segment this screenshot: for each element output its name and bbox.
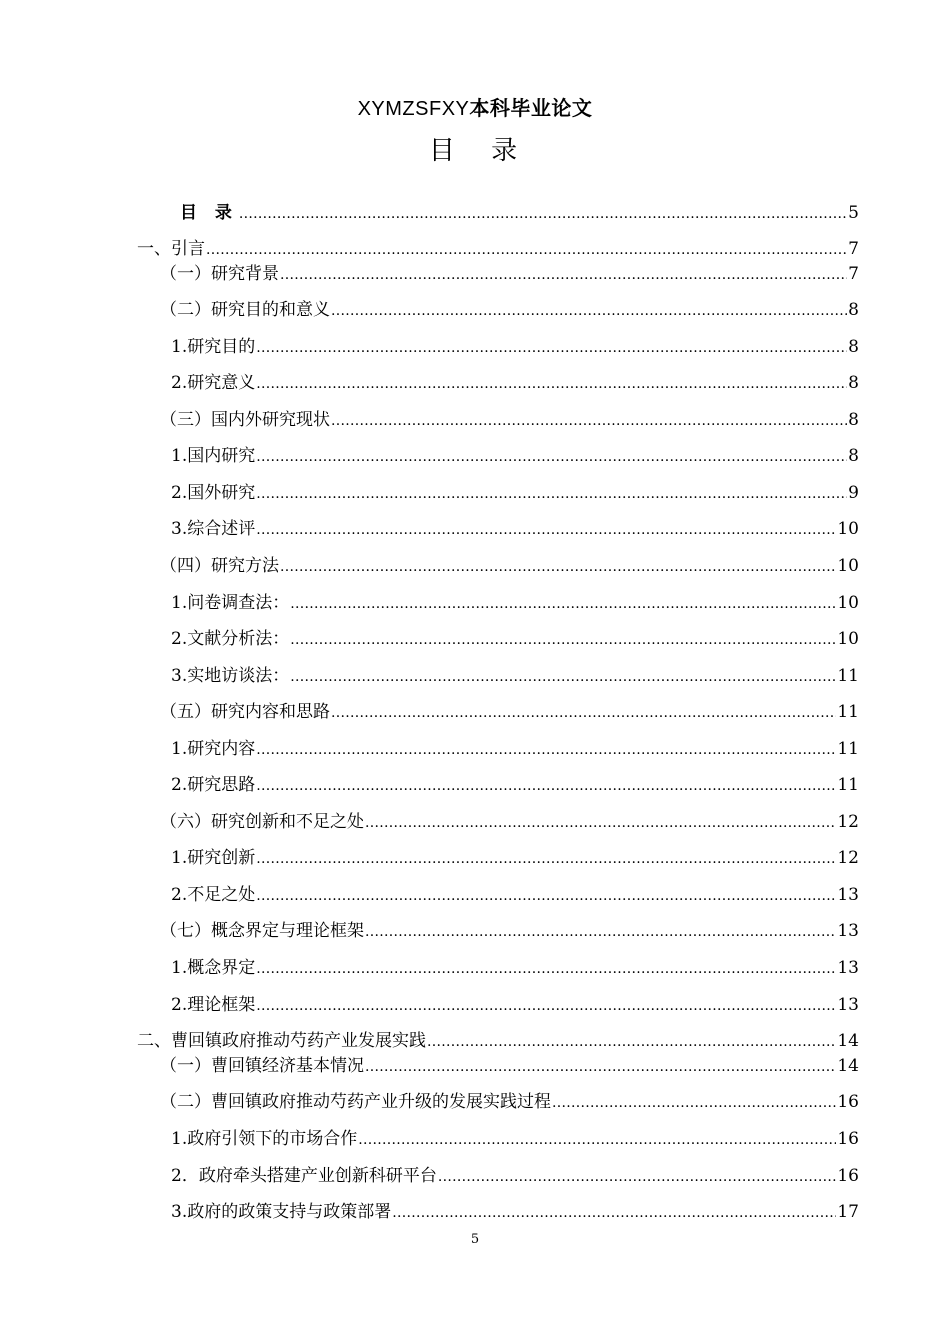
toc-entry-label: 1.问卷调查法：: [171, 593, 290, 613]
toc-entry-label: 1.研究目的: [171, 337, 256, 357]
toc-entry[interactable]: [171, 770, 859, 794]
toc-leader: [331, 300, 847, 320]
toc-entry-page: 7: [848, 239, 859, 259]
toc-entry[interactable]: [171, 588, 859, 612]
toc-entry[interactable]: [171, 1197, 859, 1221]
toc-leader: [365, 812, 836, 832]
toc-entry-page: 8: [848, 337, 859, 357]
toc-entry[interactable]: [171, 368, 859, 392]
header-code: XYMZSFXY: [357, 98, 470, 120]
toc-leader: [290, 593, 836, 613]
toc-leader: [280, 264, 847, 284]
toc-entry[interactable]: [171, 953, 859, 977]
toc-leader: [256, 519, 836, 539]
toc-entry-label: 1.研究创新: [171, 848, 256, 868]
toc-leader: [256, 848, 836, 868]
toc-leader: [256, 739, 836, 759]
toc-entry-page: 9: [848, 483, 859, 503]
toc-entry-label: 2.研究思路: [171, 775, 256, 795]
toc-entry-label: 1.概念界定: [171, 958, 256, 978]
toc-entry[interactable]: [171, 1124, 859, 1148]
toc-leader: [552, 1092, 836, 1112]
toc-entry-label: （四）研究方法: [160, 556, 279, 576]
toc-entry-page: 10: [837, 519, 859, 539]
toc-entry[interactable]: [160, 916, 859, 940]
toc-leader: [256, 373, 847, 393]
toc-entry-page: 8: [848, 373, 859, 393]
toc-entry[interactable]: [171, 990, 859, 1014]
toc-entry-label: 3.实地访谈法：: [171, 666, 290, 686]
toc-entry[interactable]: [160, 259, 859, 283]
toc-entry-page: 16: [837, 1092, 859, 1112]
toc-leader: [256, 775, 836, 795]
toc-leader: [365, 921, 836, 941]
toc-entry-label: 目 录: [180, 203, 238, 223]
toc-entry[interactable]: [160, 807, 859, 831]
toc-entry-label: 2.不足之处: [171, 885, 256, 905]
toc-entry-page: 10: [837, 629, 859, 649]
toc-entry[interactable]: [171, 514, 859, 538]
toc-entry[interactable]: [171, 478, 859, 502]
toc-entry-page: 13: [837, 921, 859, 941]
toc-entry-page: 13: [837, 885, 859, 905]
toc-leader: [438, 1166, 837, 1186]
toc-entry[interactable]: [171, 734, 859, 758]
toc-entry[interactable]: [160, 551, 859, 575]
toc-title: 目 录: [428, 136, 532, 166]
toc-entry-page: 13: [837, 958, 859, 978]
toc-leader: [206, 239, 847, 259]
toc-leader: [256, 446, 847, 466]
toc-entry-label: 2.文献分析法：: [171, 629, 290, 649]
toc-entry-label: 1.政府引领下的市场合作: [171, 1129, 358, 1149]
toc-entry-page: 5: [848, 203, 859, 223]
toc-entry-label: （七）概念界定与理论框架: [160, 921, 364, 941]
toc-leader: [331, 702, 836, 722]
toc-entry-page: 16: [837, 1166, 859, 1186]
toc-entry-page: 16: [837, 1129, 859, 1149]
toc-entry[interactable]: [171, 624, 859, 648]
toc-leader: [256, 958, 836, 978]
toc-leader: [256, 885, 836, 905]
toc-leader: [427, 1031, 836, 1051]
toc-entry-page: 8: [848, 300, 859, 320]
toc-leader: [365, 1056, 836, 1076]
toc-leader: [358, 1129, 836, 1149]
toc-entry-label: 2.理论框架: [171, 995, 256, 1015]
toc-leader: [280, 556, 836, 576]
toc-entry[interactable]: [160, 295, 859, 319]
toc-entry-label: （一）研究背景: [160, 264, 279, 284]
toc-entry-page: 10: [837, 556, 859, 576]
toc-entry-page: 14: [837, 1031, 859, 1051]
toc-entry-label: 1.国内研究: [171, 446, 256, 466]
toc-leader: [256, 337, 847, 357]
toc-leader: [256, 995, 836, 1015]
toc-leader: [239, 203, 847, 223]
toc-entry-label: 2．政府牵头搭建产业创新科研平台: [171, 1166, 437, 1186]
toc-entry-page: 8: [848, 446, 859, 466]
toc-entry[interactable]: [160, 1051, 859, 1075]
toc-entry-label: 3.综合述评: [171, 519, 256, 539]
page-footer-number: 5: [470, 1232, 480, 1247]
toc-leader: [290, 629, 836, 649]
toc-entry-page: 17: [837, 1202, 859, 1222]
toc-entry[interactable]: [180, 198, 859, 222]
toc-entry-page: 11: [837, 666, 859, 686]
toc-entry-label: 一、引言: [137, 239, 205, 259]
toc-entry[interactable]: [171, 441, 859, 465]
toc-leader: [331, 410, 847, 430]
toc-entry[interactable]: [171, 843, 859, 867]
toc-entry-page: 11: [837, 775, 859, 795]
toc-entry-page: 12: [837, 848, 859, 868]
toc-entry[interactable]: [137, 234, 859, 258]
toc-entry[interactable]: [171, 661, 859, 685]
toc-entry-label: 二、曹回镇政府推动芍药产业发展实践: [137, 1031, 426, 1051]
toc-entry[interactable]: [160, 1087, 859, 1111]
toc-entry[interactable]: [160, 697, 859, 721]
toc-entry[interactable]: [171, 1161, 859, 1185]
toc-entry-page: 14: [837, 1056, 859, 1076]
toc-leader: [290, 666, 836, 686]
toc-entry-label: 2.研究意义: [171, 373, 256, 393]
toc-entry-page: 13: [837, 995, 859, 1015]
toc-entry-label: （一）曹回镇经济基本情况: [160, 1056, 364, 1076]
toc-entry-page: 11: [837, 702, 859, 722]
toc-entry-label: （三）国内外研究现状: [160, 410, 330, 430]
toc-entry-label: （二）研究目的和意义: [160, 300, 330, 320]
toc-entry-page: 12: [837, 812, 859, 832]
toc-leader: [256, 483, 847, 503]
toc-entry-label: 3.政府的政策支持与政策部署: [171, 1202, 392, 1222]
toc-leader: [392, 1202, 836, 1222]
toc-entry-label: 2.国外研究: [171, 483, 256, 503]
header-title: 本科毕业论文: [469, 96, 593, 120]
toc-entry-label: （六）研究创新和不足之处: [160, 812, 364, 832]
toc-entry-label: （二）曹回镇政府推动芍药产业升级的发展实践过程: [160, 1092, 551, 1112]
toc-entry[interactable]: [171, 332, 859, 356]
toc-entry-page: 10: [837, 593, 859, 613]
toc-entry-label: 1.研究内容: [171, 739, 256, 759]
toc-entry-label: （五）研究内容和思路: [160, 702, 330, 722]
toc-entry-page: 11: [837, 739, 859, 759]
toc-entry[interactable]: [171, 880, 859, 904]
toc-entry-page: 8: [848, 410, 859, 430]
toc-entry[interactable]: [137, 1026, 859, 1050]
toc-entry-page: 7: [848, 264, 859, 284]
toc-entry[interactable]: [160, 405, 859, 429]
